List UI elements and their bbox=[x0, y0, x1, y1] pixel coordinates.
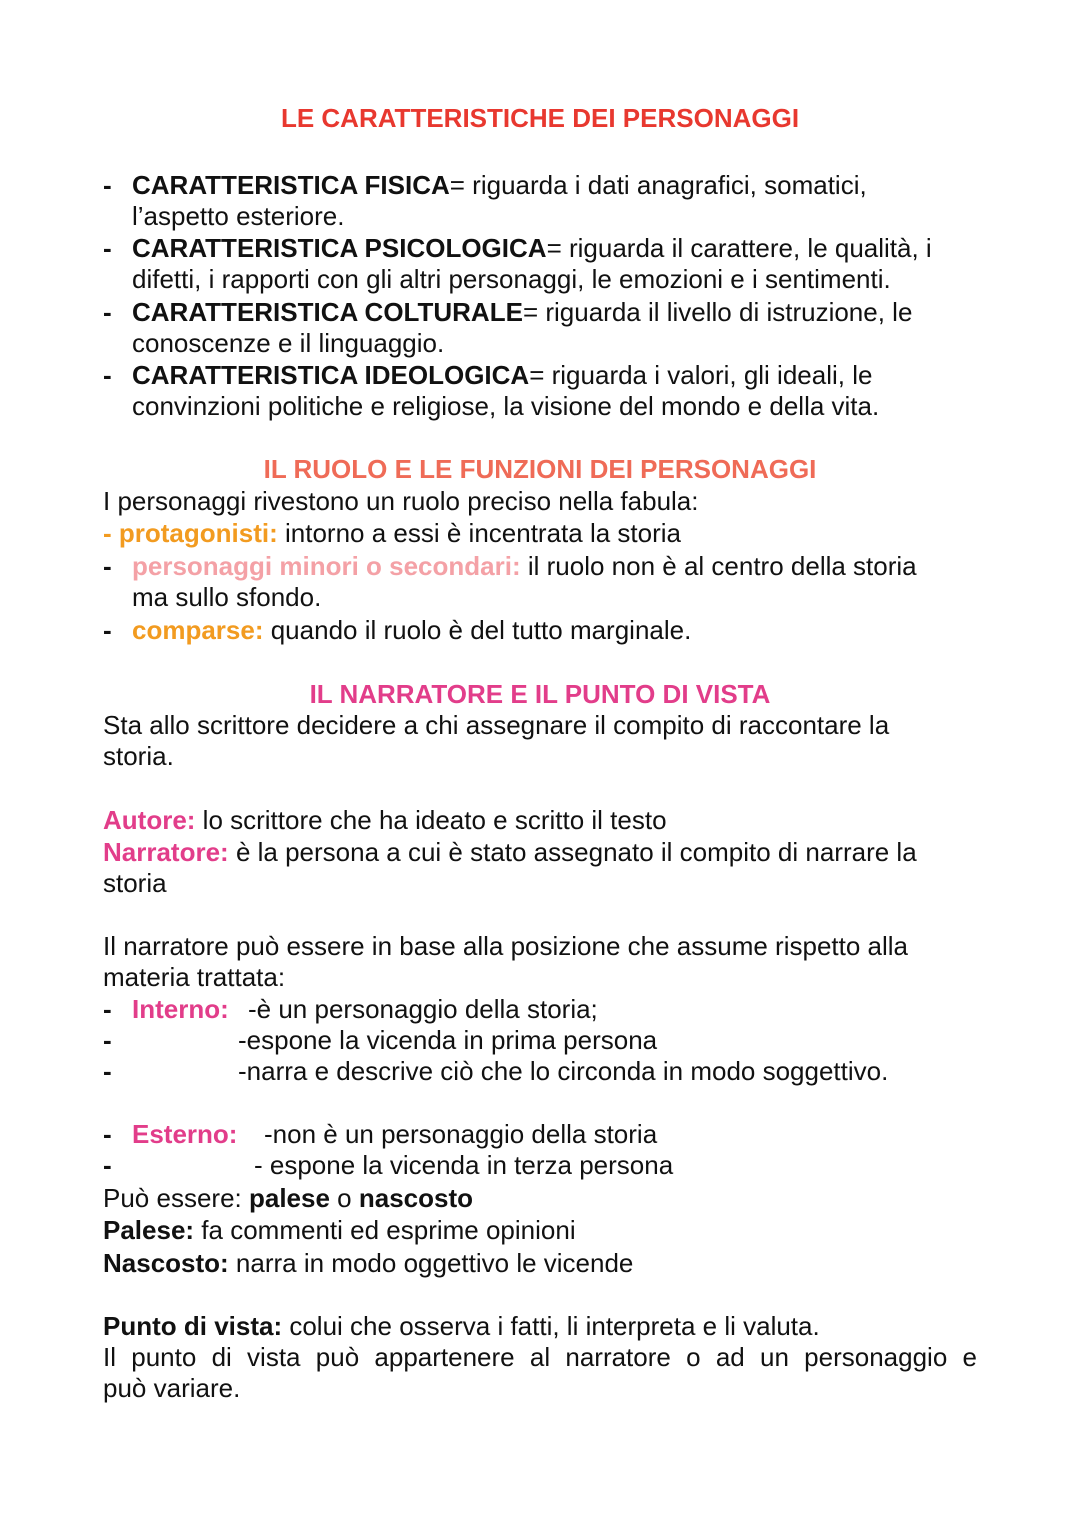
esterno-term: Esterno: bbox=[132, 1119, 238, 1149]
item-fisica-line2: l’aspetto esteriore. bbox=[132, 201, 345, 231]
item-psicologica-line1: CARATTERISTICA PSICOLOGICA= riguarda il carattere, le qualità, i bbox=[132, 233, 932, 263]
posizione-line1: Il narratore può essere in base alla posizione che assume rispetto alla bbox=[103, 931, 909, 961]
interno-term: Interno: bbox=[132, 994, 229, 1024]
bullet-dash: - bbox=[103, 1119, 112, 1149]
heading-ruolo: IL RUOLO E LE FUNZIONI DEI PERSONAGGI bbox=[263, 454, 817, 484]
item-colturale-line1: CARATTERISTICA COLTURALE= riguarda il livello di istruzione, le bbox=[132, 297, 913, 327]
item-ideologica-line2: convinzioni politiche e religiose, la visione del mondo e della vita. bbox=[132, 391, 880, 421]
palese-def: Palese: fa commenti ed esprime opinioni bbox=[103, 1215, 576, 1245]
item-ideologica-line1: CARATTERISTICA IDEOLOGICA= riguarda i valori, gli ideali, le bbox=[132, 360, 873, 390]
ruolo-protagonisti: - protagonisti: intorno a essi è incentrata la storia bbox=[103, 518, 681, 548]
term-ideologica: CARATTERISTICA IDEOLOGICA bbox=[132, 360, 530, 390]
narratore-intro-line1: Sta allo scrittore decidere a chi assegnare il compito di raccontare la bbox=[103, 710, 890, 740]
bullet-dash: - bbox=[103, 170, 112, 200]
pdv-line2: Il punto di vista può appartenere al narratore o ad un personaggio e bbox=[103, 1342, 977, 1372]
pdv-line3: può variare. bbox=[103, 1373, 241, 1403]
esterno-1: -non è un personaggio della storia bbox=[264, 1119, 658, 1149]
item-psicologica-line2: difetti, i rapporti con gli altri personaggi, le emozioni e i sentimenti. bbox=[132, 264, 891, 294]
posizione-line2: materia trattata: bbox=[103, 962, 286, 992]
narratore-intro-line2: storia. bbox=[103, 741, 174, 771]
esterno-2: - espone la vicenda in terza persona bbox=[254, 1150, 674, 1180]
autore-def: Autore: lo scrittore che ha ideato e scritto il testo bbox=[103, 805, 667, 835]
bullet-dash: - bbox=[103, 297, 112, 327]
term-protagonisti: - protagonisti: bbox=[103, 518, 278, 548]
interno-1: -è un personaggio della storia; bbox=[248, 994, 598, 1024]
ruolo-intro: I personaggi rivestono un ruolo preciso nella fabula: bbox=[103, 486, 699, 516]
interno-2: -espone la vicenda in prima persona bbox=[238, 1025, 658, 1055]
narratore-def-line2: storia bbox=[103, 868, 167, 898]
narratore-def-line1: Narratore: è la persona a cui è stato assegnato il compito di narrare la bbox=[103, 837, 917, 867]
puo-essere: Può essere: palese o nascosto bbox=[103, 1183, 474, 1213]
item-colturale-line2: conoscenze e il linguaggio. bbox=[132, 328, 445, 358]
bullet-dash: - bbox=[103, 360, 112, 390]
heading-narratore: IL NARRATORE E IL PUNTO DI VISTA bbox=[309, 679, 771, 709]
bullet-dash: - bbox=[103, 1150, 112, 1180]
bullet-dash: - bbox=[103, 1056, 112, 1086]
term-psicologica: CARATTERISTICA PSICOLOGICA bbox=[132, 233, 547, 263]
term-autore: Autore: bbox=[103, 805, 196, 835]
bullet-dash: - bbox=[103, 615, 112, 645]
bullet-dash: - bbox=[103, 233, 112, 263]
nascosto-def: Nascosto: narra in modo oggettivo le vicende bbox=[103, 1248, 634, 1278]
ruolo-comparse: comparse: quando il ruolo è del tutto marginale. bbox=[132, 615, 692, 645]
term-minori: personaggi minori o secondari: bbox=[132, 551, 521, 581]
term-colturale: CARATTERISTICA COLTURALE bbox=[132, 297, 523, 327]
pdv-def: Punto di vista: colui che osserva i fatti, li interpreta e li valuta. bbox=[103, 1311, 820, 1341]
bullet-dash: - bbox=[103, 551, 112, 581]
term-fisica: CARATTERISTICA FISICA bbox=[132, 170, 450, 200]
bullet-dash: - bbox=[103, 994, 112, 1024]
ruolo-minori-line1: personaggi minori o secondari: il ruolo non è al centro della storia bbox=[132, 551, 917, 581]
interno-3: -narra e descrive ciò che lo circonda in modo soggettivo. bbox=[238, 1056, 889, 1086]
ruolo-minori-line2: ma sullo sfondo. bbox=[132, 582, 322, 612]
bullet-dash: - bbox=[103, 1025, 112, 1055]
heading-caratteristiche: LE CARATTERISTICHE DEI PERSONAGGI bbox=[280, 103, 800, 133]
item-fisica-line1: CARATTERISTICA FISICA= riguarda i dati anagrafici, somatici, bbox=[132, 170, 867, 200]
term-comparse: comparse: bbox=[132, 615, 264, 645]
term-narratore: Narratore: bbox=[103, 837, 229, 867]
